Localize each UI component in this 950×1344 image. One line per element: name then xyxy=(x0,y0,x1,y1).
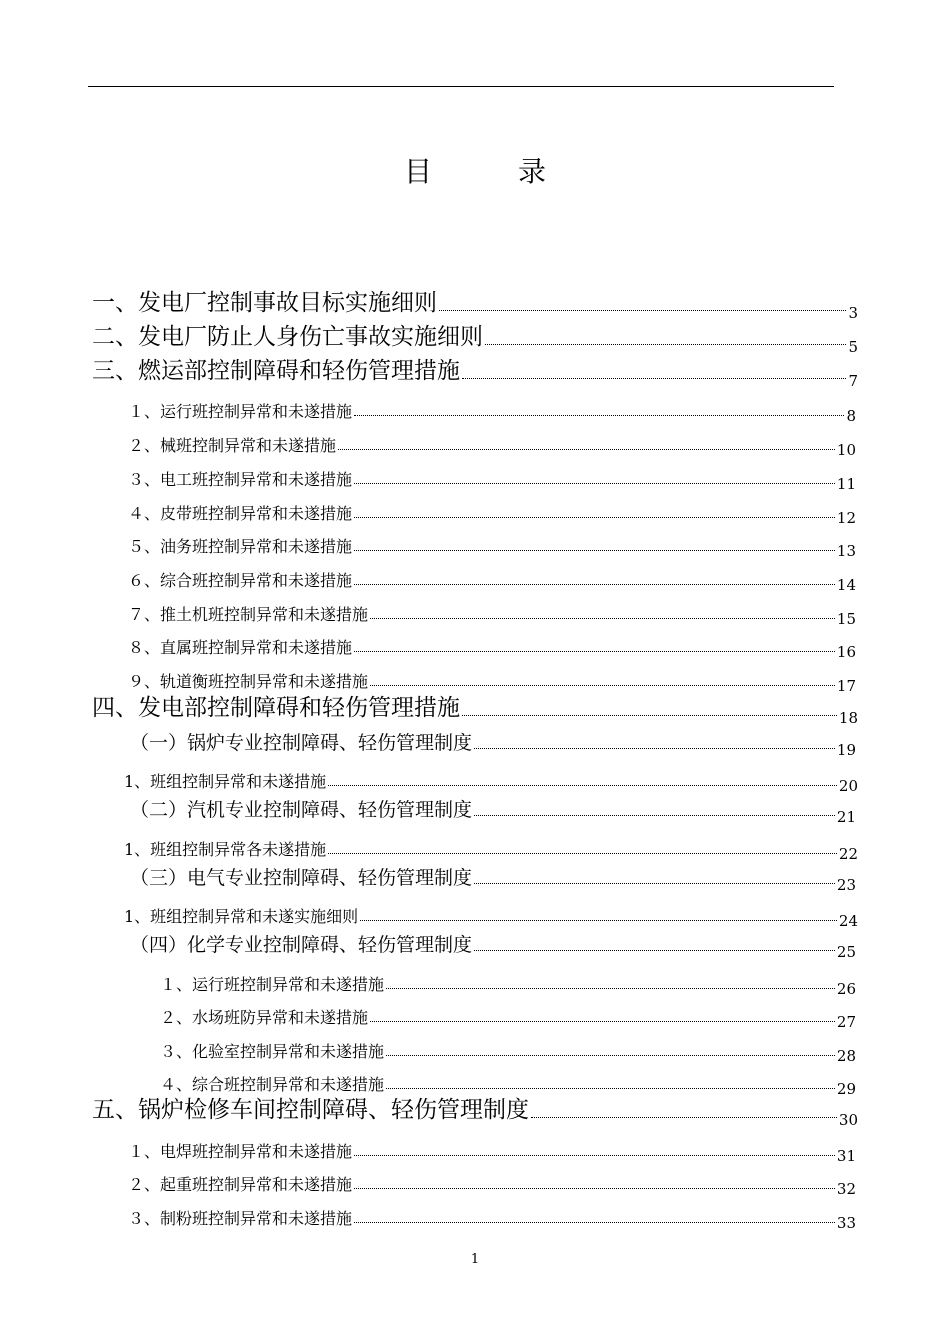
toc-entry-page: 28 xyxy=(836,1047,856,1065)
toc-entry[interactable] xyxy=(128,504,856,527)
toc-leader xyxy=(354,483,835,484)
toc-entry[interactable] xyxy=(128,436,856,459)
toc-entry[interactable] xyxy=(128,1209,856,1232)
toc-entry-page: 19 xyxy=(836,741,856,759)
toc-entry-label: （二）汽机专业控制障碍、轻伤管理制度 xyxy=(130,799,473,821)
toc-entry[interactable] xyxy=(128,470,856,493)
toc-leader xyxy=(474,748,835,749)
toc-entry-page: 20 xyxy=(838,777,858,795)
toc-leader xyxy=(386,1055,835,1056)
toc-entry-label: ７、推土机班控制异常和未遂措施 xyxy=(128,605,369,624)
toc-entry-page: 21 xyxy=(836,808,856,826)
toc-entry-label: ２、水场班防异常和未遂措施 xyxy=(160,1008,369,1027)
toc-entry[interactable] xyxy=(160,1075,856,1098)
toc-entry-label: ３、电工班控制异常和未遂措施 xyxy=(128,470,353,489)
toc-leader xyxy=(360,920,837,921)
toc-entry[interactable] xyxy=(92,290,858,322)
toc-entry-page: 25 xyxy=(836,943,856,961)
toc-entry-page: 13 xyxy=(836,542,856,560)
toc-entry[interactable] xyxy=(130,732,856,759)
toc-leader xyxy=(354,584,835,585)
toc-leader xyxy=(462,378,846,379)
toc-entry[interactable] xyxy=(92,358,858,390)
toc-entry[interactable] xyxy=(124,840,858,863)
toc-entry-label: １、运行班控制异常和未遂措施 xyxy=(128,402,353,421)
toc-entry[interactable] xyxy=(130,799,856,826)
toc-entry-label: 三、燃运部控制障碍和轻伤管理措施 xyxy=(92,358,460,384)
toc-leader xyxy=(354,1222,835,1223)
toc-entry-label: 二、发电厂防止人身伤亡事故实施细则 xyxy=(92,324,483,350)
title-char-1: 目 xyxy=(403,155,432,188)
toc-entry-page: 12 xyxy=(836,509,856,527)
toc-entry-label: ９、轨道衡班控制异常和未遂措施 xyxy=(128,672,369,691)
toc-entry-page: 33 xyxy=(836,1214,856,1232)
toc-leader xyxy=(474,883,835,884)
toc-entry-page: 17 xyxy=(836,677,856,695)
toc-entry[interactable] xyxy=(92,695,858,727)
toc-entry[interactable] xyxy=(92,324,858,356)
toc-entry[interactable] xyxy=(92,1097,858,1129)
toc-entry[interactable] xyxy=(128,402,856,425)
toc-entry-page: 7 xyxy=(848,372,858,390)
toc-leader xyxy=(328,853,837,854)
toc-leader xyxy=(328,785,837,786)
toc-leader xyxy=(485,344,846,345)
toc-entry-label: 一、发电厂控制事故目标实施细则 xyxy=(92,290,437,316)
toc-entry-label: ４、综合班控制异常和未遂措施 xyxy=(160,1075,385,1094)
toc-leader xyxy=(531,1117,837,1118)
toc-entry-label: ８、直属班控制异常和未遂措施 xyxy=(128,638,353,657)
toc-entry-page: 31 xyxy=(836,1147,856,1165)
toc-entry-label: １、电焊班控制异常和未遂措施 xyxy=(128,1142,353,1161)
toc-leader xyxy=(370,1021,835,1022)
toc-leader xyxy=(354,550,835,551)
toc-entry-page: 14 xyxy=(836,576,856,594)
toc-entry-label: 四、发电部控制障碍和轻伤管理措施 xyxy=(92,695,460,721)
toc-entry-page: 24 xyxy=(838,912,858,930)
toc-entry-label: 1、班组控制异常和未遂措施 xyxy=(124,772,327,791)
toc-leader xyxy=(386,1088,835,1089)
toc-entry-label: ６、综合班控制异常和未遂措施 xyxy=(128,571,353,590)
footer-page-number: 1 xyxy=(470,1252,480,1267)
toc-entry-label: （一）锅炉专业控制障碍、轻伤管理制度 xyxy=(130,732,473,754)
toc-entry-label: ５、油务班控制异常和未遂措施 xyxy=(128,537,353,556)
toc-entry-label: １、运行班控制异常和未遂措施 xyxy=(160,975,385,994)
toc-entry-label: ４、皮带班控制异常和未遂措施 xyxy=(128,504,353,523)
toc-entry-label: 1、班组控制异常和未遂实施细则 xyxy=(124,907,359,926)
toc-entry[interactable] xyxy=(128,537,856,560)
toc-entry-label: ３、化验室控制异常和未遂措施 xyxy=(160,1042,385,1061)
toc-entry-page: 11 xyxy=(836,475,856,493)
toc-entry-page: 30 xyxy=(838,1111,858,1129)
toc-entry[interactable] xyxy=(130,867,856,894)
toc-leader xyxy=(474,815,835,816)
toc-entry[interactable] xyxy=(128,672,856,695)
toc-entry-label: （三）电气专业控制障碍、轻伤管理制度 xyxy=(130,867,473,889)
toc-entry-page: 29 xyxy=(836,1080,856,1098)
toc-entry[interactable] xyxy=(130,934,856,961)
toc-entry-page: 16 xyxy=(836,643,856,661)
title-char-2: 录 xyxy=(518,155,547,188)
toc-leader xyxy=(370,685,835,686)
toc-leader xyxy=(354,1155,835,1156)
toc-entry-page: 26 xyxy=(836,980,856,998)
toc-entry[interactable] xyxy=(124,772,858,795)
toc-leader xyxy=(386,988,835,989)
toc-entry-page: 22 xyxy=(838,845,858,863)
toc-leader xyxy=(338,449,835,450)
toc-entry-page: 18 xyxy=(838,709,858,727)
toc-entry-page: 3 xyxy=(848,304,858,322)
toc-entry[interactable] xyxy=(128,605,856,628)
toc-entry-page: 8 xyxy=(846,407,856,425)
toc-leader xyxy=(354,415,844,416)
toc-entry[interactable] xyxy=(124,907,858,930)
toc-leader xyxy=(474,950,835,951)
toc-entry-page: 32 xyxy=(836,1180,856,1198)
toc-entry-label: （四）化学专业控制障碍、轻伤管理制度 xyxy=(130,934,473,956)
toc-entry-page: 23 xyxy=(836,876,856,894)
toc-leader xyxy=(354,1188,835,1189)
toc-entry-label: 五、锅炉检修车间控制障碍、轻伤管理制度 xyxy=(92,1097,529,1123)
toc-leader xyxy=(354,651,835,652)
toc-entry-label: ３、制粉班控制异常和未遂措施 xyxy=(128,1209,353,1228)
toc-entry-page: 10 xyxy=(836,441,856,459)
toc-entry[interactable] xyxy=(160,1042,856,1065)
toc-entry-label: 1、班组控制异常各未遂措施 xyxy=(124,840,327,859)
toc-entry[interactable] xyxy=(160,975,856,998)
toc-entry[interactable] xyxy=(160,1008,856,1031)
toc-entry-page: 5 xyxy=(848,338,858,356)
toc-leader xyxy=(370,618,835,619)
toc-entry-label: ２、械班控制异常和未遂措施 xyxy=(128,436,337,455)
toc-entry[interactable] xyxy=(128,1175,856,1198)
toc-leader xyxy=(462,715,837,716)
toc-entry-label: ２、起重班控制异常和未遂措施 xyxy=(128,1175,353,1194)
toc-entry-page: 27 xyxy=(836,1013,856,1031)
toc-leader xyxy=(354,517,835,518)
toc-entry[interactable] xyxy=(128,638,856,661)
toc-entry[interactable] xyxy=(128,1142,856,1165)
toc-leader xyxy=(439,310,846,311)
toc-entry[interactable] xyxy=(128,571,856,594)
toc-entry-page: 15 xyxy=(836,610,856,628)
